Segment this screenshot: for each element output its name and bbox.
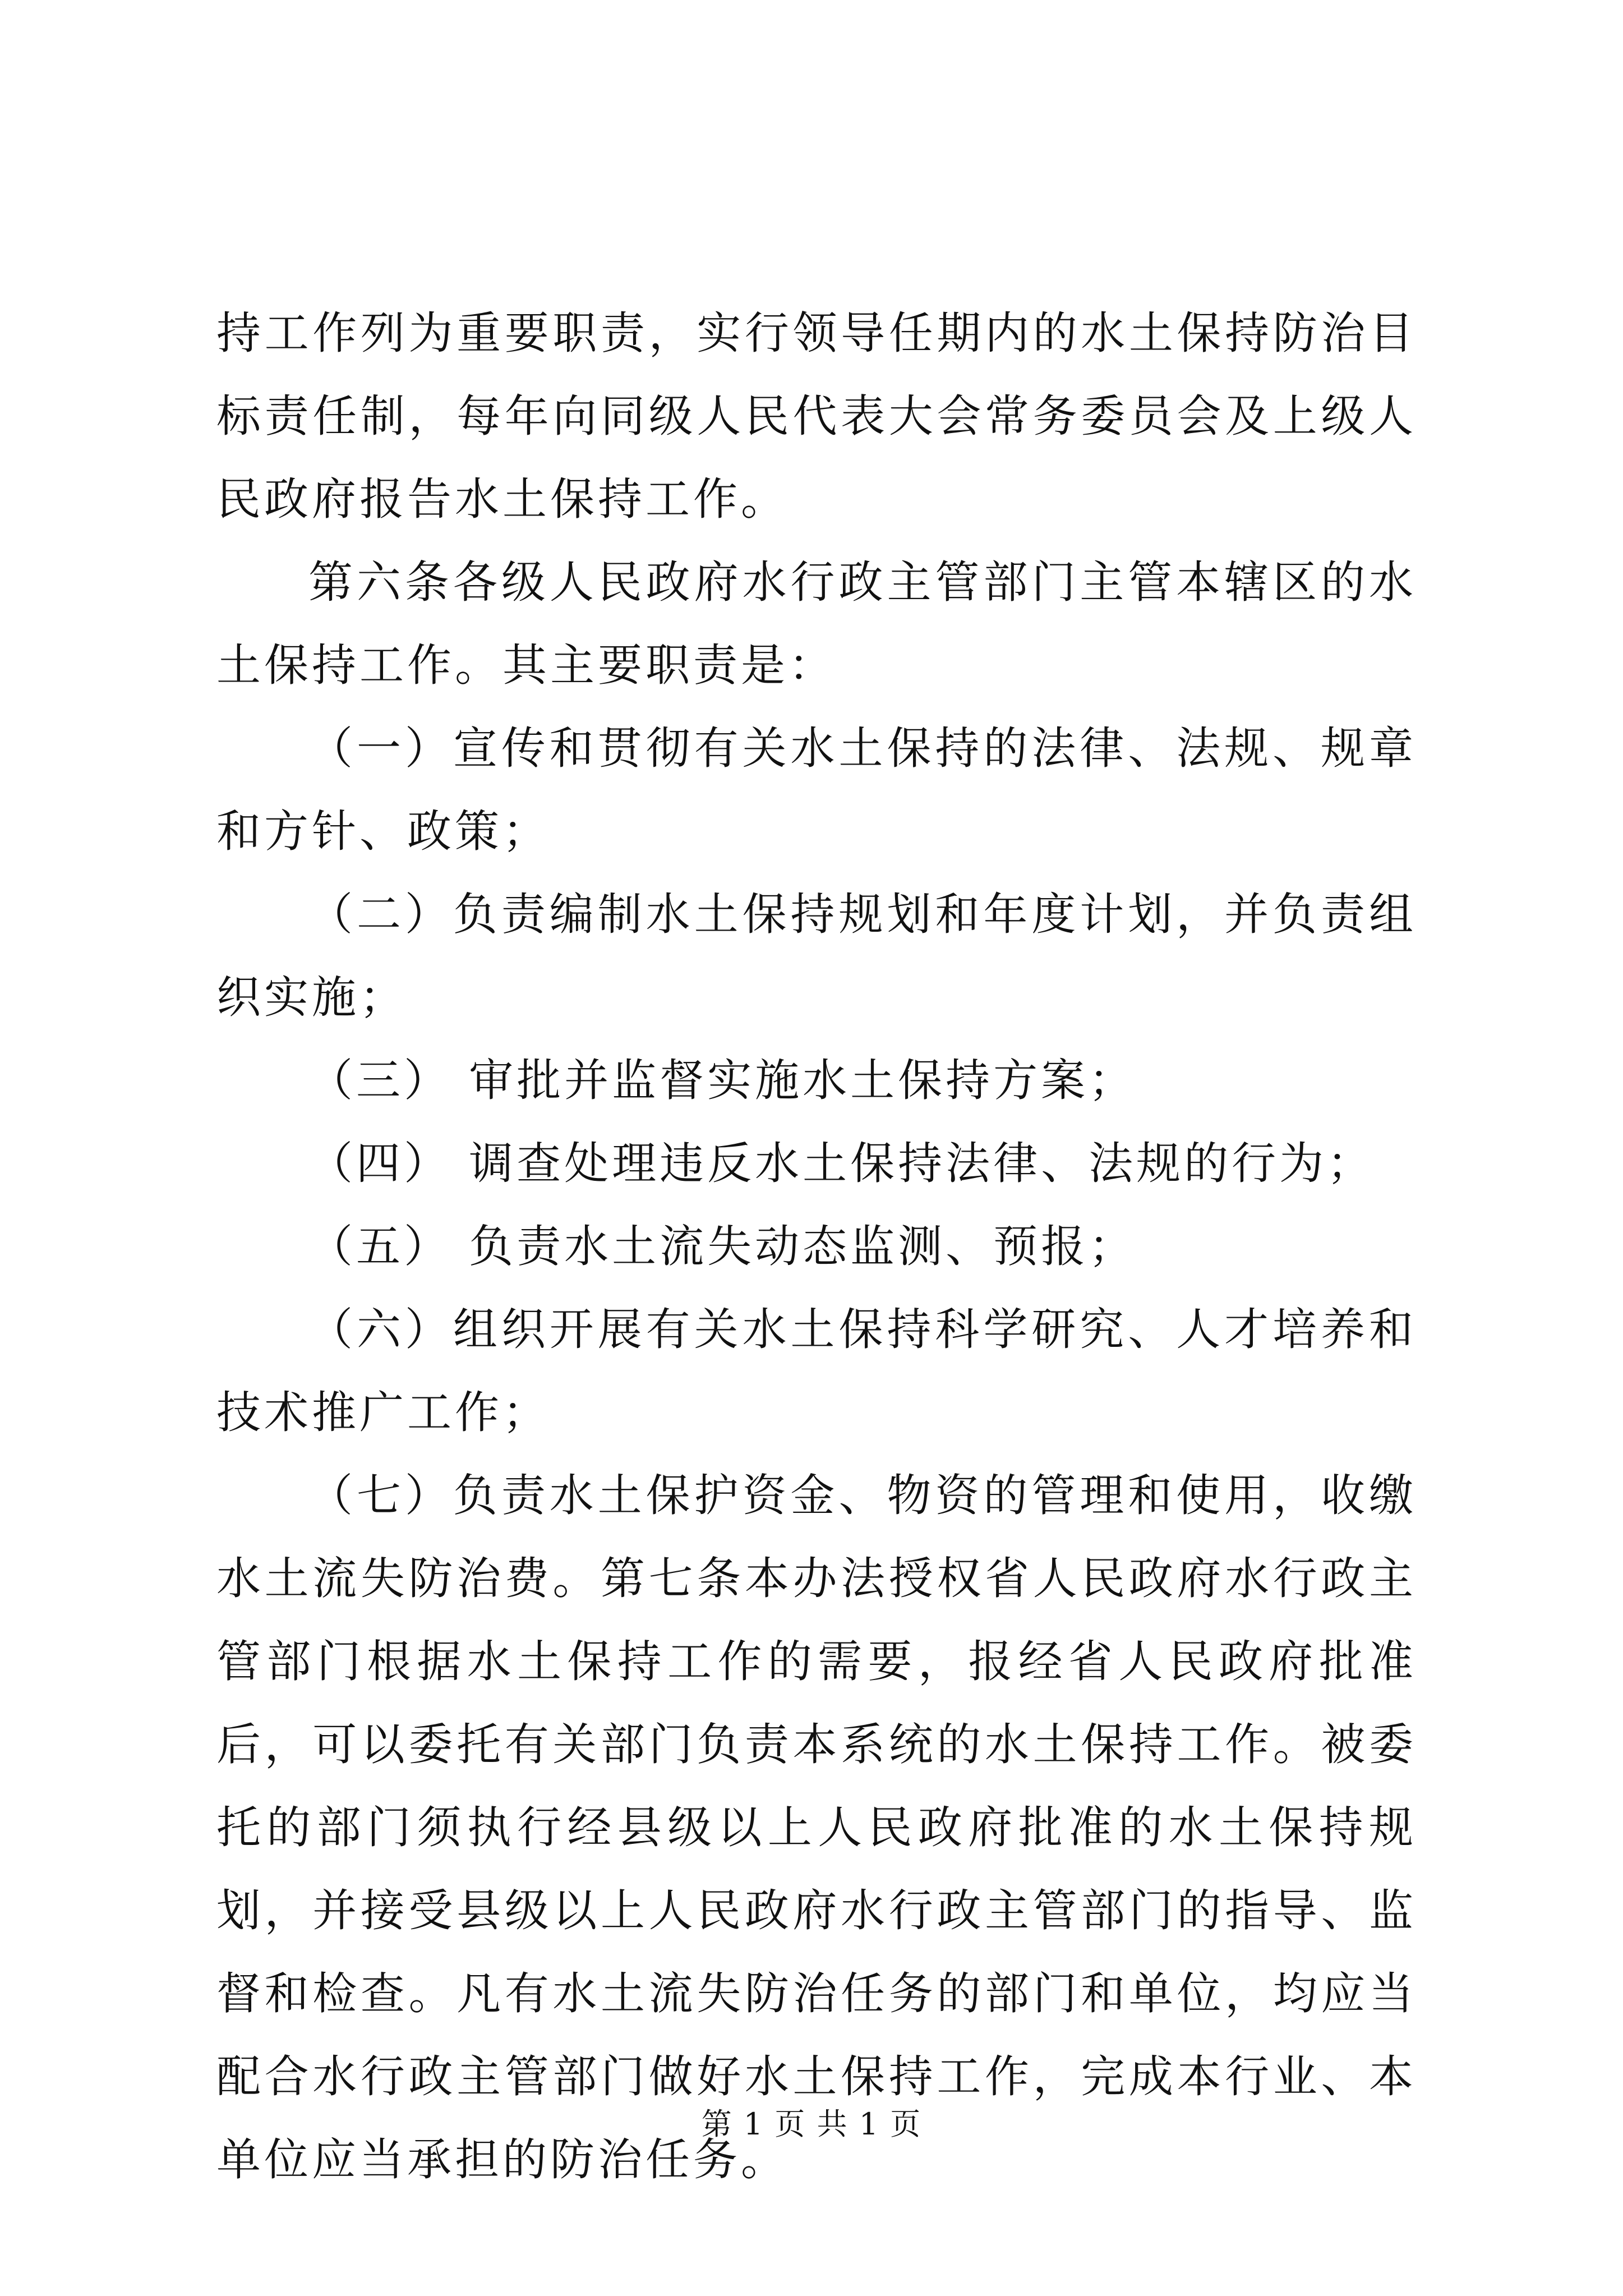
list-item-2: （二）负责编制水土保持规划和年度计划，并负责组织实施； <box>216 889 1417 1023</box>
document-body <box>216 292 1417 2201</box>
paragraph-article-6: 第六条各级人民政府水行政主管部门主管本辖区的水土保持工作。其主要职责是： <box>216 556 1417 691</box>
page-footer <box>0 2105 1623 2144</box>
list-item-3: （三） 审批并监督实施水土保持方案； <box>308 1055 1137 1106</box>
list-item-6: （六）组织开展有关水土保持科学研究、人才培养和技术推广工作； <box>216 1304 1417 1438</box>
page-number-label: 第 1 页 共 1 页 <box>701 2106 922 2142</box>
list-item-7: （七）负责水土保护资金、物资的管理和使用，收缴水土流失防治费。第七条本办法授权省人民政府水行政主管部门根据水土保持工作的需要，报经省人民政府批准后，可以委托有关部门负责本系统的水土保持工作。被委托的部门须执行经县级以上人民政府批准的水土保持规划，并接受县级以上人民政府水行政主管部门的指导、监督和检查。凡有水土流失防治任务的部门和单位，均应当配合水行政主管部门做好水土保持工作，完成本行业、本单位应当承担的防治任务。 <box>216 1470 1417 2185</box>
list-item-1: （一）宣传和贯彻有关水土保持的法律、法规、规章和方针、政策； <box>216 723 1417 857</box>
paragraph-1: 持工作列为重要职责，实行领导任期内的水土保持防治目标责任制，每年向同级人民代表大会常务委员会及上级人民政府报告水土保持工作。 <box>216 307 1417 525</box>
list-item-4: （四） 调查处理违反水土保持法律、法规的行为； <box>308 1138 1375 1189</box>
list-item-5: （五） 负责水土流失动态监测、预报； <box>308 1221 1137 1272</box>
